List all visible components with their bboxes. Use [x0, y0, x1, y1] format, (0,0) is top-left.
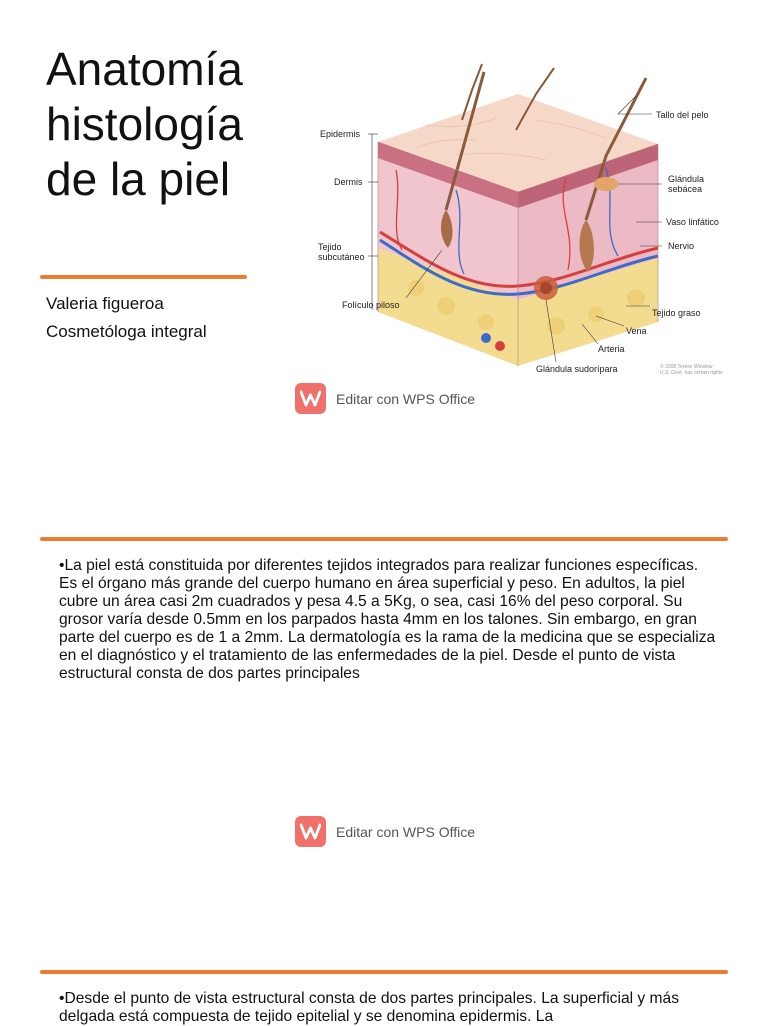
wps-logo-icon [295, 816, 326, 847]
copyright-line-2: U.S. Govt. has certain rights [660, 370, 723, 376]
slide-paragraph: •La piel está constituida por diferentes tejidos integrados para realizar funciones específicas. Es el órgano más grande del cuerpo humano en área superficial y peso. En adultos, la piel cubre un área casi 2m cuadrados y pesa 4.5 a 5Kg, o sea, casi 16% del peso corporal. Su grosor varía desde 0.5mm en los parpados hasta 4mm en los talones. Sin embargo, en gran parte del cuerpo es de 1 a 2mm. La dermatología es la rama de la medicina que se especializa en el diagnóstico y el tratamiento de las enfermedades de la piel. Desde el punto de vista estructural consta de dos partes principales [59, 557, 716, 682]
slide-title [0, 0, 768, 420]
slide-divider [40, 970, 728, 974]
wps-edit-label: Editar con WPS Office [336, 390, 476, 407]
wps-edit-label: Editar con WPS Office [336, 823, 476, 840]
author-role: Cosmetóloga integral [46, 322, 207, 341]
label-vaso-linfatico: Vaso linfático [666, 217, 719, 227]
label-glandula-sebacea-2: sebácea [668, 184, 703, 194]
author-name: Valeria figueroa [46, 294, 164, 313]
label-vena: Vena [626, 326, 647, 336]
label-arteria: Arteria [598, 344, 625, 354]
label-tallo: Tallo del pelo [656, 110, 709, 120]
skin-anatomy-diagram [306, 60, 746, 380]
label-glandula-sebacea-1: Glándula [668, 174, 705, 184]
label-subcutaneo-2: subcutáneo [318, 252, 365, 262]
label-glandula-sudoripara: Glándula sudorípara [536, 364, 618, 374]
wps-edit-badge[interactable] [295, 816, 475, 847]
slide-title-heading: Anatomía histología de la piel [46, 43, 243, 205]
slide-divider [40, 537, 728, 541]
label-epidermis: Epidermis [320, 129, 361, 139]
wps-edit-badge[interactable] [295, 383, 475, 414]
label-foliculo: Folículo piloso [342, 300, 400, 310]
wps-logo-icon [295, 383, 326, 414]
title-divider [40, 275, 247, 279]
copyright-line-1: © 2008 Terese Winslow [660, 364, 713, 370]
label-tejido-graso: Tejido graso [652, 308, 701, 318]
label-subcutaneo-1: Tejido [318, 242, 342, 252]
label-nervio: Nervio [668, 241, 695, 251]
label-dermis: Dermis [334, 177, 363, 187]
slide-paragraph: •Desde el punto de vista estructural consta de dos partes principales. La superficial y más delgada está compuesta de tejido epitelial y se denomina epidermis. La [59, 990, 680, 1025]
